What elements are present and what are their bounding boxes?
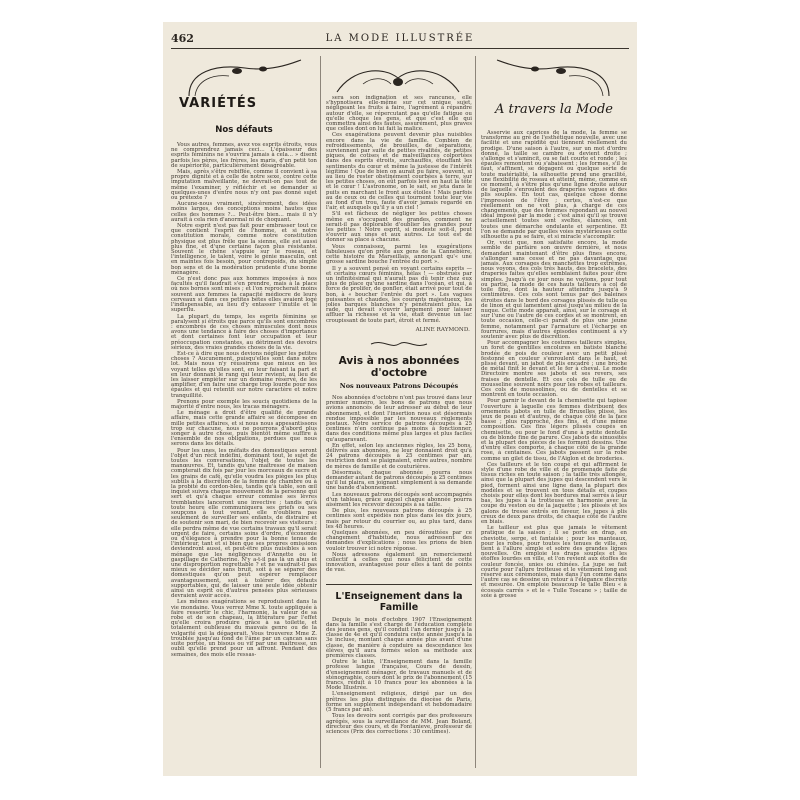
article-subtitle: Nos défauts bbox=[215, 125, 273, 135]
enseignement-paragraph: L'enseignement religieux, dirigé par un des prêtres les plus distingués du diocèse de Paris, forme un supplément indépendant et hebdomadaire (5 francs par an). bbox=[326, 691, 472, 714]
avis-paragraph: Les nouveaux patrons découpés sont accompagnés d'un tableau, grâce auquel chaque abonnée pourra aisément les recevoir découpés à sa taille. bbox=[326, 491, 472, 508]
section-title-varietes: VARIÉTÉS bbox=[179, 96, 258, 111]
avis-subtitle: Nos nouveaux Patrons Découpés bbox=[339, 381, 459, 390]
section-rule bbox=[326, 584, 472, 585]
article-paragraph: Ces tailleurs et le ton coupé et qui affirment le style d'une robe de ville et de promenade faite de tissus riches en toute saison ; la taille très allongée, ainsi que la plupart des jupes qui descendent vers le pied, forment ainsi une ligne dans la plupart des modèles et se trouvent en tous détails et coupes choisis pour elles dont les bordures mal serrés à leur bas, les jupes à la trotteuse en harmonie avec la coupe du veston ou de la jaquette ; les plissés et les galons de tresse entrés en faveur, les jupes à plis creux de deux pans droits, de chaque côté de l'autre en biais. bbox=[481, 461, 627, 526]
header-rule bbox=[171, 48, 629, 49]
avis-paragraph: En effet, selon les anciennes règles, les 25 bons, délivrés aux abonnées, ne leur donnaient droit qu'à 24 patrons découpés à 25 centimes par an, restriction dont se plaignaient, entre autres, nombre de mères de famille et de couturières. bbox=[326, 442, 472, 470]
article-paragraph: Le tailleur est plus que jamais le vêtement pratique de la saison ; il se porte en drap, en cheviotte, serge, et fantaisie ; pour les manteaux, pour les robes, pour toutes les tenues de ville, on tient à l'allure simple et sobre des grandes lignes nouvelles. On emploie les draps souples et les étoffes lourdes en ville, et l'on revient aux étoffes de couleur foncée, unies ou chinées. La jupe se fait courte pour l'allure trotteuse et le vêtement long est réservé aux cérémonies, mais dans l'un comme dans l'autre cas se dessine un retour à l'élégance discrète et mesurée. On emploie beaucoup le talle Bleu « à écossais carrés » et le « Tulle Toscane » ; taille de soie à grosse bbox=[481, 525, 627, 599]
article-paragraph: Aucune-nous vraiment, sincèrement, des idées moins larges, des conceptions moins hautes que celles des hommes ?... Peut-être bien... mais il n'y aurait à cela rien d'anormal ni de choquant. bbox=[171, 201, 317, 223]
article-paragraph: Pour les unes, les méfaits des domestiques seront l'objet d'un récit indéfini, dominant tout, le sujet de toutes les conversations, l'objet de toutes les manœuvres. Et, tandis qu'une maîtresse de maison compterait dix fois par jour les morceaux de sucre et les grains de café, qu'elle voudra les pièges les plus subtils à la discrétion de la femme de chambre ou à la probité du cordon-bleu, tandis qu'à table, son œil inquiet suivra chaque mouvement de la personne qui sert et qu'à chaque erreur commise ses lèvres tremblantes lanceront une invective ; tandis qu'à toute heure elle communiquera ses griefs ou ses soupçons à tout venant, elle n'oubliera pas seulement de surveiller ses enfants, de distraire et de soutenir son mari, de bien recevoir ses visiteurs ; elle perdra même de vue certains travaux qu'il serait urgent de faire, certains soins d'ordre, d'économie ou d'élégance à prendre pour la bonne tenue de l'intérieur, tant et si bien que ses propres omissions deviendront aussi, et peut-être plus nuisibles à son ménage que les négligences d'Annette ou le gaspillage de Catherine. N'y a-t-il pas là un abus et une disproportion regrettable ? et ne vaudrait-il pas mieux se décider sans bruit, soit à se séparer des domestiques qu'on peut espérer remplacer avantageusement, soit à tolérer des défauts supportables, qui de laisser une seule idée obtenir ainsi un esprit où d'autres pensées plus sérieuses devraient avoir accès. bbox=[171, 447, 317, 600]
article-paragraph: Est-ce à dire que nous devions négliger les petites choses ? Aucunement, puisqu'elles sont dans notre lot. Mais nous n'y réussirons que mieux en les voyant telles qu'elles sont, en leur faisant la part et en leur donnant le rang qui leur revient, au lieu de les laisser empiéter sur un domaine réservé, de les amplifier, d'en faire une charge trop lourde pour nos épaules et qui retentit sur notre caractère et notre tranquillité. bbox=[171, 350, 317, 399]
article-paragraph: Asservie aux caprices de la mode, la femme se transforme au gré de l'esthétique nouvelle, avec une facilité et une rapidité qui tiennent réellement du prodige. D'une saison à l'autre, sur un mot d'ordre donné, la taille se cambre ou devient droite ; s'allonge et s'amincit, ou se fait courte et ronde ; les épaules remontent ou s'abaissent ; les formes, s'il le faut, s'affinent, se dégagent ou quelque sorte de toute matérialité, la silhouette prend une gracilité, une flexibilité de roseau et atteint, même, comme en ce moment, à s'être plus qu'une ligne droite autour de laquelle s'enroulent des draperies vagues et des plis souples. En tout cas, quelque chose donne l'impression de l'être ; certes, n'est-ce que réellement on ne voit plus, à charge de ces changements, que des femmes répondant au nouvel idéal imposé par la mode ; c'est ainsi qu'il se trouve actuellement toutes sont sveltes, élancées, ont toutes une démarche ondulante et serpentine. Et l'on se demande par quelles voies mystérieuses cette silhouette a pu se faire, et si miracle s'accomplir. bbox=[481, 130, 627, 241]
article-paragraph: sera son indignation et ses rancunes, elle s'hypnotisera elle-même sur cet unique sujet, négligeant les fruits à faire, l'agrément à répandre autour d'elle, se répercutant pas qu'elle fatigue ou qu'elle choque les gens, et que c'est elle qui commettra ainsi des fautes, assurément, plus graves que celles dont on lui fait la malice. bbox=[326, 95, 472, 133]
avis-paragraph: Nos abonnées d'octobre n'ont pas trouvé dans leur premier numéro, les bons de patrons que nous avions annoncés de leur adresser au début de leur abonnement, et dont l'insertion nous est désormais rendue impossible par les nouveaux règlements postaux. Notre service de patrons découpés à 25 centimes n'en continue pas moins à fonctionner, dans des conditions même plus larges et plus faciles qu'auparavant. bbox=[326, 394, 472, 443]
column-right bbox=[481, 56, 627, 771]
author-signature: ALINE RAYMOND. bbox=[415, 326, 470, 333]
avis-paragraph: Nous adressons également un remerciement collectif à celles qui nous félicitent de cette innovation, avantageuse pour elles à tant de points de vue. bbox=[326, 551, 472, 574]
avis-paragraph: Désormais, chaque abonnée pourra nous demander autant de patrons découpés à 25 centimes qu'il lui plaira, en joignant simplement à sa demande une bande d'abonnement. bbox=[326, 469, 472, 492]
column-separator bbox=[475, 56, 476, 768]
article-paragraph: Mais, après s'être rebiffée, comme il convient à sa propre dignité et à celle de notre sexe, contre cette imputation malveillante, ne devrait-on pas tout de même l'examiner, y réfléchir et se demander si quelques-unes d'entre nous n'y ont pas donné sujet ou prétexte ? bbox=[171, 169, 317, 202]
avis-paragraph: De plus, les nouveaux patrons découpés à 25 centimes sont expédiés non plus dans les dix jours, mais par retour du courrier ou, au plus tard, dans les 48 heures. bbox=[326, 508, 472, 530]
divider-ornament bbox=[369, 339, 429, 349]
enseignement-paragraph: Tous les devoirs sont corrigés par des professeurs agrégés, sous la surveillance de MM. Jean Boland, directeur des cours, et de Fontanieve, professeur de sciences (Prix des corrections : 30 centimes). bbox=[326, 713, 472, 735]
section-title-travers: A travers la Mode bbox=[495, 102, 613, 117]
avis-paragraph: Quelques abonnées, en peu dérouttées par ce changement d'habitude, nous adressent des demandes d'explications ; nous les prions de bien vouloir trouver ici notre réponse. bbox=[326, 530, 472, 552]
article-paragraph: Les mêmes exagérations se reproduisent dans la vie mondaine. Vous verrez Mme X. toute appliquée à faire ressortir le chic, l'harmonie, la valeur de sa robe et de son chapeau, la littérature par l'effet qu'elle croira produire grâce à sa toilette, et totalement oublieuse du mauvais genre ou de la vulgarité qui la dégagerait. Vous trouverez Mme Z. troublée jusqu'au fond de l'âme par un cancan sans suite portée, un bisous ou vif par une maîtresse, un oubli qu'elle prend pour un affront. Pendant des semaines, des mois elle ressas- bbox=[171, 599, 317, 658]
enseignement-title: L'Enseignement dans la Famille bbox=[335, 590, 463, 613]
article-paragraph: Pour accompagner les costumes tailleurs simples, un foret de gentilles encolures en batiste blanche brodée de pois de couleur avec un petit plissé festonné en couleur s'enroulent dans le haut, et plissé devant, un jabot de plis encadré ; une broche de métal finit le devant et le fer à cheval. Le mode Directoire montre ses jabots et ses revers, ses fraises de dentelle. Et ces cols de tulle ou de mousseline souvent noirs pour les robes et tailleurs. Ces cols de moussolines, ou de dentelles et se montrent en toute occasion. bbox=[481, 340, 627, 399]
article-paragraph: Prenons pour exemple les soucis quotidiens de la majorité d'entre nous, les tracas ménagers. bbox=[171, 398, 317, 410]
column-left bbox=[171, 56, 317, 771]
article-paragraph: Ce n'est donc pas aux hommes imposées à nos facultés qu'il faudrait s'en prendre, mais à la place où nos bornes sont mises ; et l'on reprocherait moins souvent aux femmes la capacité médiocre de leurs cerveaux si dans ces petites bêtes elles avaient logé l'indispensable, au lieu d'y entasser l'inutile et le superflu. bbox=[171, 276, 317, 314]
column-center bbox=[326, 56, 472, 771]
page-number: 462 bbox=[171, 32, 194, 45]
article-paragraph: Il y a souvent pensé en voyant certains esprits — et certains cœurs féminins, hélas ! — obstrués par un infinitésimal qui n'aurait pas dû tenir chez eux plus de place qu'une sardine dans l'océan, et qui, à force de prolifer, de gonfler, était arrivé pour tout de bon, à « boucher l'entrée du port ». Les vagues puissantes et chaudes, les courants majestueux, les jolies barques blanches n'y pénétraient plus. La rade, qui devait s'ouvrir largement pour laisser affluer la richesse et la vie, était devenue un lac croupissant de toute part, étroit et fermé. bbox=[326, 265, 472, 324]
article-paragraph: Pour garnir le devant de la chemisette qui tapisse l'ouverture à laquelle ces femmes distribuent des ornements jabots en tulle de Bruxelles plissé, les jeux de peau et d'autres, de chaque côté de la face basse ; plus rapproché, des fins, et d'une même composition. Ces fins légers plissés coupés en chemisette, ou pour le fond d'une à petite dentelle ou de blonde fine de parure. Ces jabots de sinuosités et la plupart des pièces de les forment dessins. Une d'entre elles comporte, à chaque côté de la grande rose, à centaines. Ces jabots passent sur la robe comme un gilet de tissu, de l'Aiglon et de broderies. bbox=[481, 398, 627, 462]
article-paragraph: Vous autres, femmes, avez vos esprits étroits, vous ne comprendrez jamais ceci... L'épaisseur des esprits féminins ne s'ouvrira jamais à cela... » disent parfois les pères, les frères, les maris, d'un petit ton de supériorité, particulièrement désagréable. bbox=[171, 142, 317, 169]
magazine-page bbox=[163, 22, 637, 776]
column-separator bbox=[320, 56, 321, 768]
enseignement-paragraph: Outre le latin, l'Enseignement dans la famille professe langue française, Cours de dessin, d'enseignement ménager, de travaux manuels et de sténographie, cours dont le prix de l'abonnement (15 francs, réduit à 10 francs pour les abonnées à la Mode Illustrée. bbox=[326, 659, 472, 692]
avis-title: Avis à nos abonnées d'octobre bbox=[338, 354, 460, 379]
article-paragraph: Le ménage a droit d'être qualifié de grande affaire, mais cette grande affaire se décompose en mille petites affaires, et si nous nous appesantissons trop sur chacune, nous ne pourrons d'abord plus songer à autre chose, puis bientôt même suffire à l'ensemble de nos obligations, perdues que nous serons dans les détails. bbox=[171, 410, 317, 448]
enseignement-paragraph: Depuis le mois d'octobre 1907 l'Enseignement dans la famille s'est chargé de l'éducation complète des jeunes gens, qu'il conduit l'an dernier jusqu'à la classe de 4e et qu'il conduira cette année jusqu'à la 3e incluse, montant chaque année plus avant d'une classe, de manière à conduire sa descendance les élèves qu'il aura formés selon sa méthode aux premières classes. bbox=[326, 616, 472, 660]
article-paragraph: Ces exagérations peuvent devenir plus nuisibles encore dans la vie de famille. Combien de refroidissements, de brouilles, de séparations, surviennent par suite de petites rivalités, de petites piques, de cotises et de malveillances colportées dans des esprits étroits, surchauffés, étouffant les sentiments du cœur et même la justesse de l'intérêt légitime ! Que de bien on aurait pu faire, souvent, si au lieu de rester obstinément courbées à terre, sur les petites choses, on eût parfois levé en haut la tête et le cœur ! L'astronome, on le sait, se jeta dans le puits en marchant le front aux étoiles ! Mais parfois au de ceux ou de celles qui tournent toute leur vie au fond d'un trou, faute d'avoir jamais regardé en l'air, et auxquels qu'il y a un ciel ! bbox=[326, 132, 472, 212]
article-paragraph: Or, voici que, non satisfaite encore, la mode semble de parfaire son œuvre dernière, et nous demandant maintenant d'être plus fines encore, s'allonger sans cesse et ne pas davantage que jamais. Aux corsages des manchettes trop extrêmes, nous voyons, des cols très hauts, des bracelets, des draperies faites qu'elles semblaient faites pour être simples. Jusqu'à ce jour nous ne voyions, pour tout ou partie, la mode de ces hauts tailleurs à col de toile fine, dont la hauteur atteindra jusqu'à 9 centimètres. Ces cols sont tenus par des baleines étroites dans le bord des corsages plissés de tulle ou de linon et qui lamentent ainsi jusqu'au milieu de la nuque. Cette mode apparaît, ainsi, sur le corsage et sur l'une ou l'autre de ces cordes et se montrent, en toute occasion, celle-ci paraît de plus une jeune femme, notamment par l'armature et l'écharpe en fourrures, mais d'autres épisodes continuent à s'y soutenir avec plus de discrétion. bbox=[481, 240, 627, 340]
journal-title: LA MODE ILLUSTRÉE bbox=[325, 33, 475, 44]
article-paragraph: La plupart du temps, les esprits féminins se paralysent si étroits que parce qu'ils sont encombrés : encombrés de ces choses minuscules dont nous avons une tendance à faire des choses d'importance et dont certaines font leur occupation et leur préoccupation constantes, au détriment des devoirs sérieux, des vraies grandes choses de la vie. bbox=[171, 313, 317, 351]
article-paragraph: Vous connaissez, parmi les exagérations fabuleuses qu'on prête aux gens de la Cannebière, cette histoire du Marseillais, annonçant qu'« une grosse sardine bouche l'entrée du port ». bbox=[326, 243, 472, 266]
article-paragraph: Notre esprit n'est pas fait pour embrasser tout ce que contient l'esprit de l'homme, et si notre constitution morale, comme notre constitution physique est plus frêle que la sienne, elle est aussi plus fine, et d'une certaine façon plus résistante. Souvent le chêne s'appuie sur le roseau, et l'intelligence, le talent, voire le génie masculin, ont en maintes fois besoin, pour contrepoids, du simple bon sens et de la modération prudente d'une bonne ménagère. bbox=[171, 223, 317, 276]
article-paragraph: S'il est fâcheux de négliger les petites choses même en s'occupant des grandes, comment ne serait-il pas déplorable d'oublier les grandes pour les petites ! Notre esprit, si modeste soit-il, peut s'ouvrir aux unes et aux autres. Le tout est de donner sa place à chacune. bbox=[326, 211, 472, 244]
